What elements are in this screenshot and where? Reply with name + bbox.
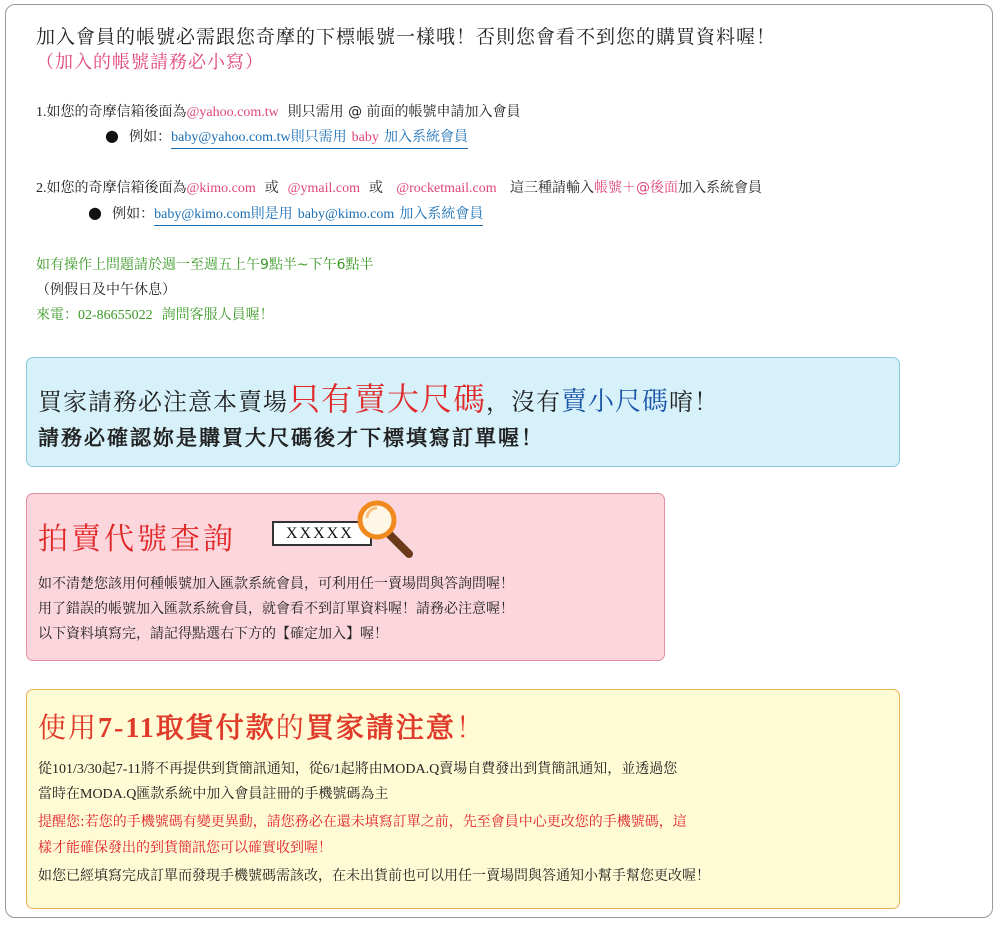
code-lookup-line1: 如不清楚您該用何種帳號加入匯款系統會員，可利用任一賣場問與答詢問喔！ bbox=[38, 576, 514, 592]
seven-eleven-line5: 如您已經填寫完成訂單而發現手機號碼需該改，在未出貨前也可以用任一賣場問與答通知小幫手幫您更改喔！ bbox=[38, 868, 710, 884]
seven-eleven-line4: 樣才能確保發出的到貨簡訊您可以確實收到喔！ bbox=[38, 840, 332, 856]
rule1-line: 1.如您的奇摩信箱後面為@yahoo.com.tw 則只需用 @ 前面的帳號申請加入會員 bbox=[36, 104, 521, 120]
size-notice-line1: 買家請務必注意本賣場只有賣大尺碼，沒有賣小尺碼唷！ bbox=[38, 380, 720, 418]
code-lookup-line3: 以下資料填寫完，請記得點選右下方的【確定加入】喔！ bbox=[38, 626, 388, 642]
phone-line: 來電：02-86655022 詢問客服人員喔！ bbox=[36, 307, 274, 323]
bullet-icon: ● bbox=[105, 126, 119, 145]
rule1-domain: @yahoo.com.tw bbox=[186, 105, 279, 120]
page-title: 加入會員的帳號必需跟您奇摩的下標帳號一樣哦！否則您會看不到您的購買資料喔！ bbox=[36, 26, 777, 48]
code-lookup-line2: 用了錯誤的帳號加入匯款系統會員，就會看不到訂單資料喔！請務必注意喔！ bbox=[38, 601, 514, 617]
rule1-example-email: baby@yahoo.com.tw bbox=[171, 130, 291, 145]
rule2-example: ● 例如：baby@kimo.com則是用 baby@kimo.com 加入系統會員 bbox=[88, 203, 483, 223]
code-lookup-title: 拍賣代號查詢 bbox=[38, 522, 236, 557]
seven-eleven-title: 使用7-11取貨付款的買家請注意！ bbox=[38, 711, 486, 744]
page-subtitle: （加入的帳號請務必小寫） bbox=[36, 52, 264, 73]
seven-eleven-line3: 提醒您:若您的手機號碼有變更異動，請您務必在還未填寫訂單之前，先至會員中心更改您的手機號碼，這 bbox=[38, 814, 687, 830]
size-notice-line2: 請務必確認妳是購買大尺碼後才下標填寫訂單喔！ bbox=[38, 426, 544, 450]
rule2-line: 2.如您的奇摩信箱後面為@kimo.com 或 @ymail.com 或 @rocketmail.com 這三種請輸入帳號＋@後面加入系統會員 bbox=[36, 180, 762, 196]
phone-number: 02-86655022 bbox=[78, 308, 153, 323]
bullet-icon: ● bbox=[88, 203, 102, 222]
seven-eleven-line2: 當時在MODA.Q匯款系統中加入會員註冊的手機號碼為主 bbox=[38, 787, 389, 802]
holiday-note: （例假日及中午休息） bbox=[36, 282, 176, 298]
magnifier-icon[interactable] bbox=[355, 496, 415, 560]
seven-eleven-line1: 從101/3/30起7-11將不再提供到貨簡訊通知，從6/1起將由MODA.Q賣場自費發出到貨簡訊通知，並透過您 bbox=[38, 762, 678, 777]
service-hours: 如有操作上問題請於週一至週五上午9點半~下午6點半 bbox=[36, 257, 374, 273]
rule1-example: ● 例如：baby@yahoo.com.tw則只需用 baby 加入系統會員 bbox=[105, 126, 468, 146]
